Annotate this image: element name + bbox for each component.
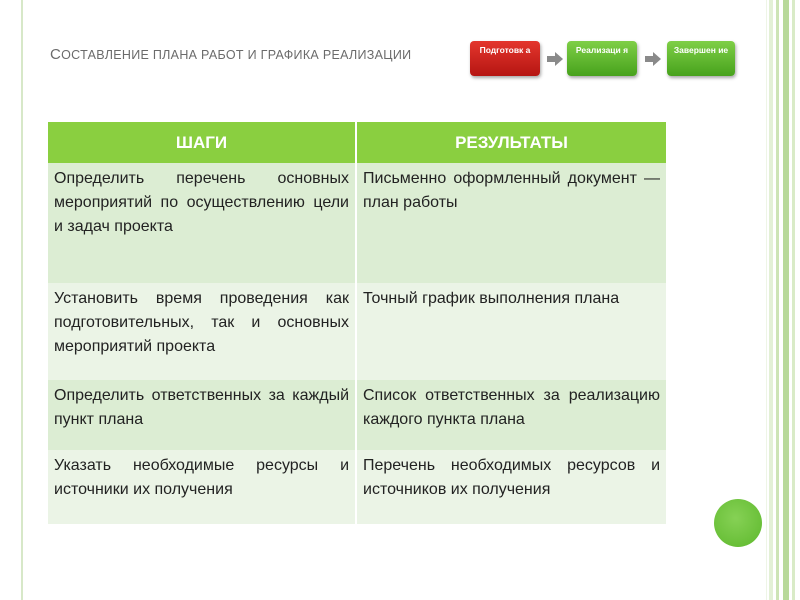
result-cell: Список ответственных за реализацию каждого пункта плана [356, 380, 666, 450]
table-row [48, 380, 666, 450]
result-cell: Перечень необходимых ресурсов и источников их получения [356, 450, 666, 524]
steps-results-table [48, 122, 666, 524]
step-cell: Определить ответственных за каждый пункт плана [48, 380, 356, 450]
header-steps: ШАГИ [48, 122, 356, 163]
step-cell: Определить перечень основных мероприятий по осуществлению цели и задач проекта [48, 163, 356, 283]
step-implementation: Реализаци я [567, 41, 637, 76]
result-cell: Точный график выполнения плана [356, 283, 666, 380]
step-preparation: Подготовк а [470, 41, 540, 76]
table-row [48, 283, 666, 380]
table-header-row [48, 122, 666, 163]
step-completion: Завершен ие [667, 41, 735, 76]
result-cell: Письменно оформленный документ — план работы [356, 163, 666, 283]
arrow-right-icon [645, 52, 661, 66]
step-cell: Установить время проведения как подготовительных, так и основных мероприятий проекта [48, 283, 356, 380]
decorative-circle [714, 499, 762, 547]
arrow-right-icon [547, 52, 563, 66]
table-row [48, 450, 666, 524]
step-cell: Указать необходимые ресурсы и источники их получения [48, 450, 356, 524]
header-results: РЕЗУЛЬТАТЫ [356, 122, 666, 163]
decorative-stripes [767, 0, 800, 600]
table-row [48, 163, 666, 283]
slide-title: СОСТАВЛЕНИЕ ПЛАНА РАБОТ И ГРАФИКА РЕАЛИЗАЦИИ [50, 46, 412, 63]
